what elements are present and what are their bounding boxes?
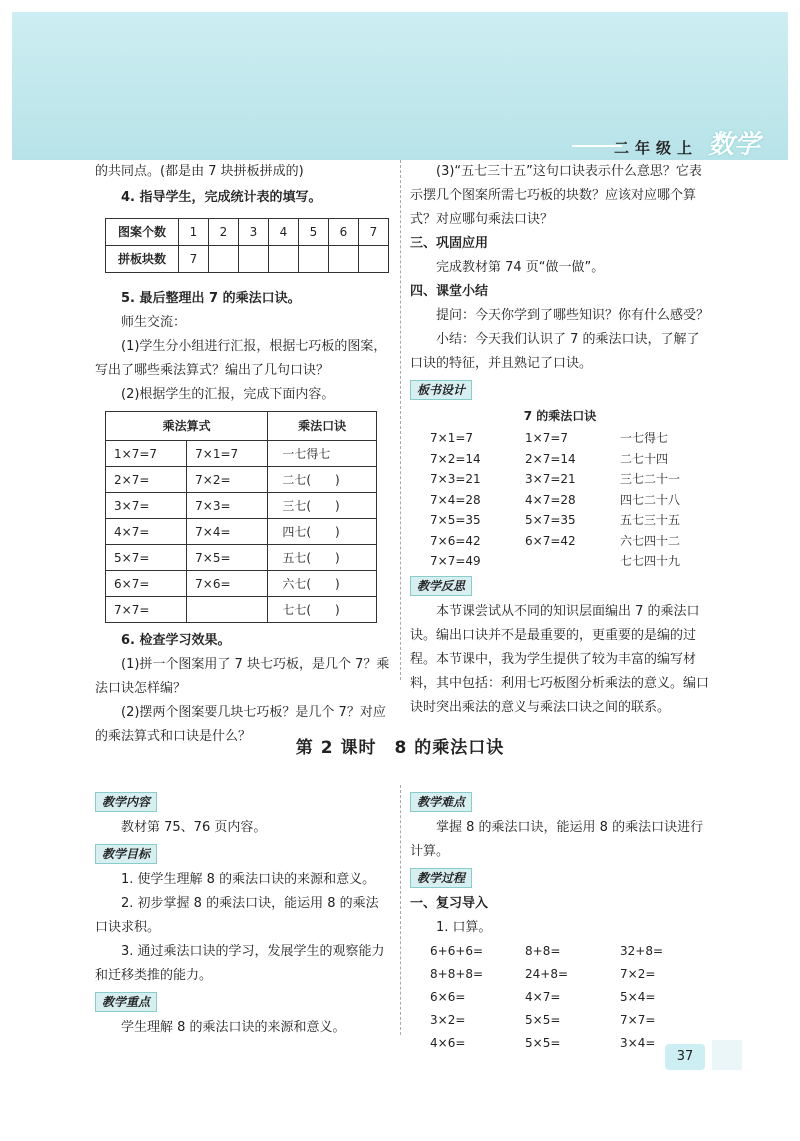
calc-item: 7×2= [620,967,656,981]
goal-item: 2. 初步掌握 8 的乘法口诀，能运用 8 的乘法口诀求积。 [95,896,379,935]
board-formula: 7×3=21 [430,472,481,486]
board-formula [525,551,620,572]
content-tag: 教学内容 [95,792,157,812]
table-header-cell: 拼板块数 [106,246,179,273]
top-left-column [95,160,390,749]
table-cell: 7 [179,246,209,273]
table-row [106,493,377,519]
calc-item: 8+8+8= [430,967,484,981]
table-cell: 二七( ) [268,467,377,493]
section-heading: 一、复习导入 [410,896,489,911]
text-line: 学生理解 8 的乘法口诀的来源和意义。 [121,1020,346,1035]
board-formula: 五七三十五 [620,513,681,527]
text-line: 提问：今天你学到了哪些知识？你有什么感受？ [436,308,710,323]
table-cell [269,246,299,273]
table-cell: 一七得七 [268,441,377,467]
board-formula: 七七四十九 [620,554,681,568]
calc-item: 6×6= [430,990,466,1004]
table-cell: 六七( ) [268,571,377,597]
bottom-left-column [95,788,390,1040]
board-design-tag: 板书设计 [410,380,472,400]
table-cell: 三七( ) [268,493,377,519]
board-formula: 7×2=14 [430,451,481,466]
text-line: 完成教材第 74 页“做一做”。 [436,260,605,275]
board-formula: 7×1=7 [430,431,474,445]
table-cell: 4×7= [106,519,187,545]
table-cell: 7×2= [187,467,268,493]
table-cell: 7×4= [187,519,268,545]
statistics-table [105,218,389,273]
table-header-cell: 乘法口诀 [268,412,377,441]
board-formula: 5×7=35 [525,513,576,527]
multiplication-table [105,411,377,623]
table-row [106,545,377,571]
table-cell: 1 [179,219,209,246]
page-corner-decor [712,1040,742,1070]
table-cell: 7×6= [187,571,268,597]
calc-item: 5×5= [525,1036,561,1050]
text-paragraph: (2)根据学生的汇报，完成下面内容。 [121,387,335,402]
board-formula: 二七十四 [620,451,669,466]
calc-item: 8+8= [525,944,561,958]
grade-label: 二年级上 [613,139,698,157]
key-point-tag: 教学重点 [95,992,157,1012]
lesson-title: 第 2 课时 8 的乘法口诀 [295,738,505,758]
board-formula: 1×7=7 [525,431,569,445]
column-divider-top [400,160,401,680]
text-paragraph: (1)学生分小组进行汇报，根据七巧板的图案，写出了哪些乘法算式？编出了几句口诀？ [95,339,387,378]
board-formula: 四七二十八 [620,492,681,507]
board-title: 7 的乘法口诀 [523,409,597,423]
calc-item: 3×2= [430,1013,466,1027]
calc-item: 4×6= [430,1036,466,1050]
calc-item: 5×5= [525,1013,561,1027]
question: (1)拼一个图案用了 7 块七巧板，是几个 7？乘法口诀怎样编？ [95,657,390,696]
table-cell [299,246,329,273]
goal-item: 1. 使学生理解 8 的乘法口诀的来源和意义。 [121,872,376,887]
table-cell [209,246,239,273]
table-cell: 1×7=7 [106,441,187,467]
goal-item: 3. 通过乘法口诀的学习，发展学生的观察能力和迁移类推的能力。 [95,944,385,983]
text-line: 的共同点。(都是由 7 块拼板拼成的) [95,164,304,179]
calc-item: 3×4= [620,1036,656,1050]
board-formula: 2×7=14 [525,451,576,466]
process-tag: 教学过程 [410,868,472,888]
table-cell [359,246,389,273]
table-row [106,441,377,467]
table-cell: 5×7= [106,545,187,571]
reflection-text: 本节课尝试从不同的知识层面编出 7 的乘法口诀。编出口诀并不是最重要的，更重要的是编的过程。本节课中，我为学生提供了较为丰富的编写材料，其中包括：利用七巧板图分析乘法的意义。编口诀时突出乘法的意义与乘法口诀之间的联系。 [410,603,710,715]
goals-tag: 教学目标 [95,844,157,864]
table-cell [187,597,268,623]
text-line: 师生交流： [121,315,187,330]
oral-calculation-grid [430,940,710,1055]
board-formula-grid [430,428,710,572]
table-cell: 2 [209,219,239,246]
board-formula: 7×5=35 [430,513,481,527]
page-number: 37 [665,1044,705,1070]
board-formula: 三七二十一 [620,472,681,486]
section-heading: 三、巩固应用 [410,236,489,251]
text-line: 1. 口算。 [436,920,492,935]
difficulty-tag: 教学难点 [410,792,472,812]
table-cell: 6 [329,219,359,246]
table-cell: 7 [359,219,389,246]
calc-item: 6+6+6= [430,944,484,958]
table-header-cell: 图案个数 [106,219,179,246]
table-cell: 3×7= [106,493,187,519]
text-line: 掌握 8 的乘法口诀，能运用 8 的乘法口诀进行计算。 [410,820,704,859]
question: (2)摆两个图案要几块七巧板？是几个 7？对应的乘法算式和口诀是什么？ [95,705,386,744]
column-divider-bottom [400,785,401,1035]
board-formula: 六七四十二 [620,533,681,548]
table-cell: 7×5= [187,545,268,571]
calc-item: 5×4= [620,990,656,1004]
table-cell: 4 [269,219,299,246]
page-header-banner [12,12,788,160]
table-row [106,519,377,545]
board-formula: 4×7=28 [525,492,576,507]
table-cell: 6×7= [106,571,187,597]
board-formula: 6×7=42 [525,533,576,548]
table-row [106,597,377,623]
subject-logo: 数学 [707,130,760,160]
calc-item: 4×7= [525,990,561,1004]
board-formula: 3×7=21 [525,472,576,486]
section-heading: 四、课堂小结 [410,284,489,299]
reflection-tag: 教学反思 [410,576,472,596]
table-row [106,467,377,493]
table-cell: 5 [299,219,329,246]
step-4: 4. 指导学生，完成统计表的填写。 [121,190,322,205]
calc-item: 7×7= [620,1013,656,1027]
question: (3)“五七三十五”这句口诀表示什么意思？它表示摆几个图案所需七巧板的块数？应该对应哪个算式？对应哪句乘法口诀？ [410,164,702,227]
table-cell: 2×7= [106,467,187,493]
table-cell [329,246,359,273]
table-row [106,571,377,597]
table-cell: 7×1=7 [187,441,268,467]
board-formula: 一七得七 [620,431,669,445]
board-formula: 7×6=42 [430,533,481,548]
text-line: 教材第 75、76 页内容。 [121,820,267,835]
table-header-cell: 乘法算式 [106,412,268,441]
calc-item: 32+8= [620,944,664,958]
table-cell: 7×7= [106,597,187,623]
text-paragraph: 小结：今天我们认识了 7 的乘法口诀，了解了口诀的特征，并且熟记了口诀。 [410,332,700,371]
bottom-right-column [410,788,710,1055]
calc-item: 24+8= [525,967,569,981]
board-formula: 7×4=28 [430,492,481,507]
table-cell: 3 [239,219,269,246]
step-5: 5. 最后整理出 7 的乘法口诀。 [121,291,301,306]
table-cell: 五七( ) [268,545,377,571]
step-6: 6. 检查学习效果。 [121,633,231,648]
top-right-column [410,160,710,720]
table-cell: 四七( ) [268,519,377,545]
table-cell [239,246,269,273]
board-formula: 7×7=49 [430,554,481,568]
table-cell: 7×3= [187,493,268,519]
table-cell: 七七( ) [268,597,377,623]
